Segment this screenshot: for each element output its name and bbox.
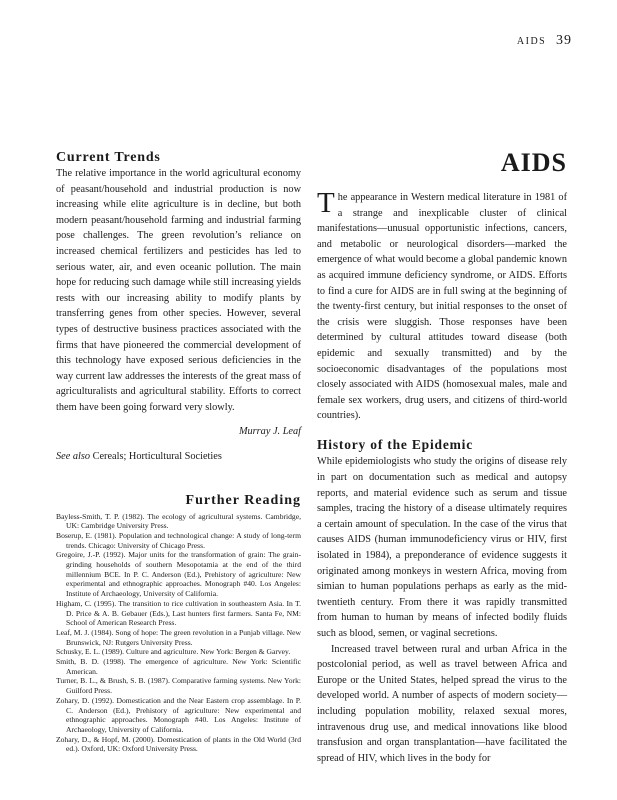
reference-item: Bayless-Smith, T. P. (1982). The ecology of agricultural systems. Cambridge, UK: Cambridge University Press.	[56, 511, 301, 531]
reference-item: Smith, B. D. (1998). The emergence of agriculture. New York: Scientific American.	[56, 657, 301, 676]
history-heading: History of the Epidemic	[317, 436, 474, 452]
see-also-text: Cereals; Horticultural Societies	[90, 450, 222, 462]
running-head	[517, 33, 572, 49]
running-title: AIDS	[516, 36, 547, 47]
reference-item: Gregoire, J.-P. (1992). Major units for the transformation of grain: The grain-grinding households of southern Mesopotamia at the end of the third millennium BCE. In P. C. Anderson (Ed.), Prehistory of agriculture: New experimental and ethnographic approaches. Monograph #40. Los Angeles: Institute of Archaeology, University of California.	[56, 550, 301, 599]
reference-list	[56, 512, 301, 755]
reference-item: Zohary, D., & Hopf, M. (2000). Domestication of plants in the Old World (3rd ed.). Oxford, UK: Oxford University Press.	[56, 734, 301, 754]
author-signature: Murray J. Leaf	[238, 425, 301, 437]
see-also-label: See also	[56, 450, 91, 462]
reference-item: Boserup, E. (1981). Population and technological change: A study of long-term trends. Chicago: University of Chicago Press.	[56, 530, 301, 550]
reference-item: Higham, C. (1995). The transition to rice cultivation in southeastern Asia. In T. D. Price & A. B. Gebauer (Eds.), Last hunters first farmers. Santa Fe, NM: School of American Research Press.	[56, 598, 301, 628]
history-paragraph-1: While epidemiologists who study the origins of disease rely in part on documentation such as medical and autopsy reports, and material evidence such as serum and tissue samples, tracing the history of a disease ultimately requires a certain amount of speculation. In the case of the virus that causes AIDS (human immunodeficiency virus or HIV, first isolated in 1984), a preponderance of evidence suggests it originated among monkeys in western Africa, moving from simian to human populations perhaps as early as the mid-twentieth century. From there it was rapidly transmitted from human to human by means of infected bodily fluids such as blood, semen, or vaginal secretions.	[317, 456, 567, 639]
history-paragraph-2: Increased travel between rural and urban Africa in the postcolonial period, as well as travel between Africa and Europe or the United States, helped spread the virus to the developed world. A number of aspects of modern society—including population mobility, relaxed sexual mores, intravenous drug use, and medical innovations like blood transfusion and organ transplantation—have facilitated the spread of HIV, which lives in the body for	[317, 643, 567, 764]
left-column	[56, 150, 301, 754]
reference-item: Zohary, D. (1992). Domestication and the Near Eastern crop assemblage. In P. C. Anderson (Ed.), Prehistory of agriculture: New experimental and ethnographic approaches. Monograph #40. Los Angeles: Institute of Archaeology, University of California.	[56, 695, 301, 734]
intro-paragraph	[317, 187, 567, 424]
reference-item: Schusky, E. L. (1989). Culture and agriculture. New York: Bergen & Garvey.	[56, 647, 291, 657]
reference-item: Turner, B. L., & Brush, S. B. (1987). Comparative farming systems. New York: Guilford Press.	[56, 676, 301, 696]
article-title: AIDS	[500, 148, 567, 177]
see-also	[56, 451, 301, 462]
current-trends-paragraph: The relative importance in the world agricultural economy of peasant/household and industrial production is now increasing while elite agriculture is in decline, but both modern peasant/household farming and industrial farming pose challenges. The green revolution’s reliance on increased chemical fertilizers and pesticides has led to serious water, air, and even oceanic pollution. The main hope for reducing such damage while still increasing yields rests with our increasing ability to modify plants by transferring genes from other species. However, several types of destructive business practices associated with the firms that have pioneered the commercial development of this technology have exposed serious deficiencies in the way current law addresses the interests of the great mass of agriculturalists and agricultural stability. Efforts to correct them have been going forward very slowly.	[56, 168, 301, 413]
current-trends-heading: Current Trends	[56, 150, 161, 165]
right-column	[317, 150, 567, 766]
drop-cap: T	[317, 187, 335, 219]
intro-text: he appearance in Western medical literature in 1981 of a strange and inexplicable cluster of clinical manifestations—unusual opportunistic infections, cancers, and metabolic or neurological disorders—marked the emergence of what would become a global pandemic known as acquired immune deficiency syndrome, or AIDS. Efforts to find a cure for AIDS are in full swing at the beginning of the twenty-first century, but initial responses to the onset of the crisis were sluggish. Those responses have been determined by cultural attitudes toward disease (both epidemic and sexually transmitted) and by the socioeconomic disadvantages of the populations most closely associated with AIDS (homosexual males, male and female sex workers, drug users, and citizens of third-world countries).	[317, 192, 567, 422]
further-reading-heading: Further Reading	[185, 492, 301, 508]
reference-item: Leaf, M. J. (1984). Song of hope: The green revolution in a Punjab village. New Brunswick, NJ: Rutgers University Press.	[56, 627, 301, 647]
page-number: 39	[556, 33, 572, 48]
